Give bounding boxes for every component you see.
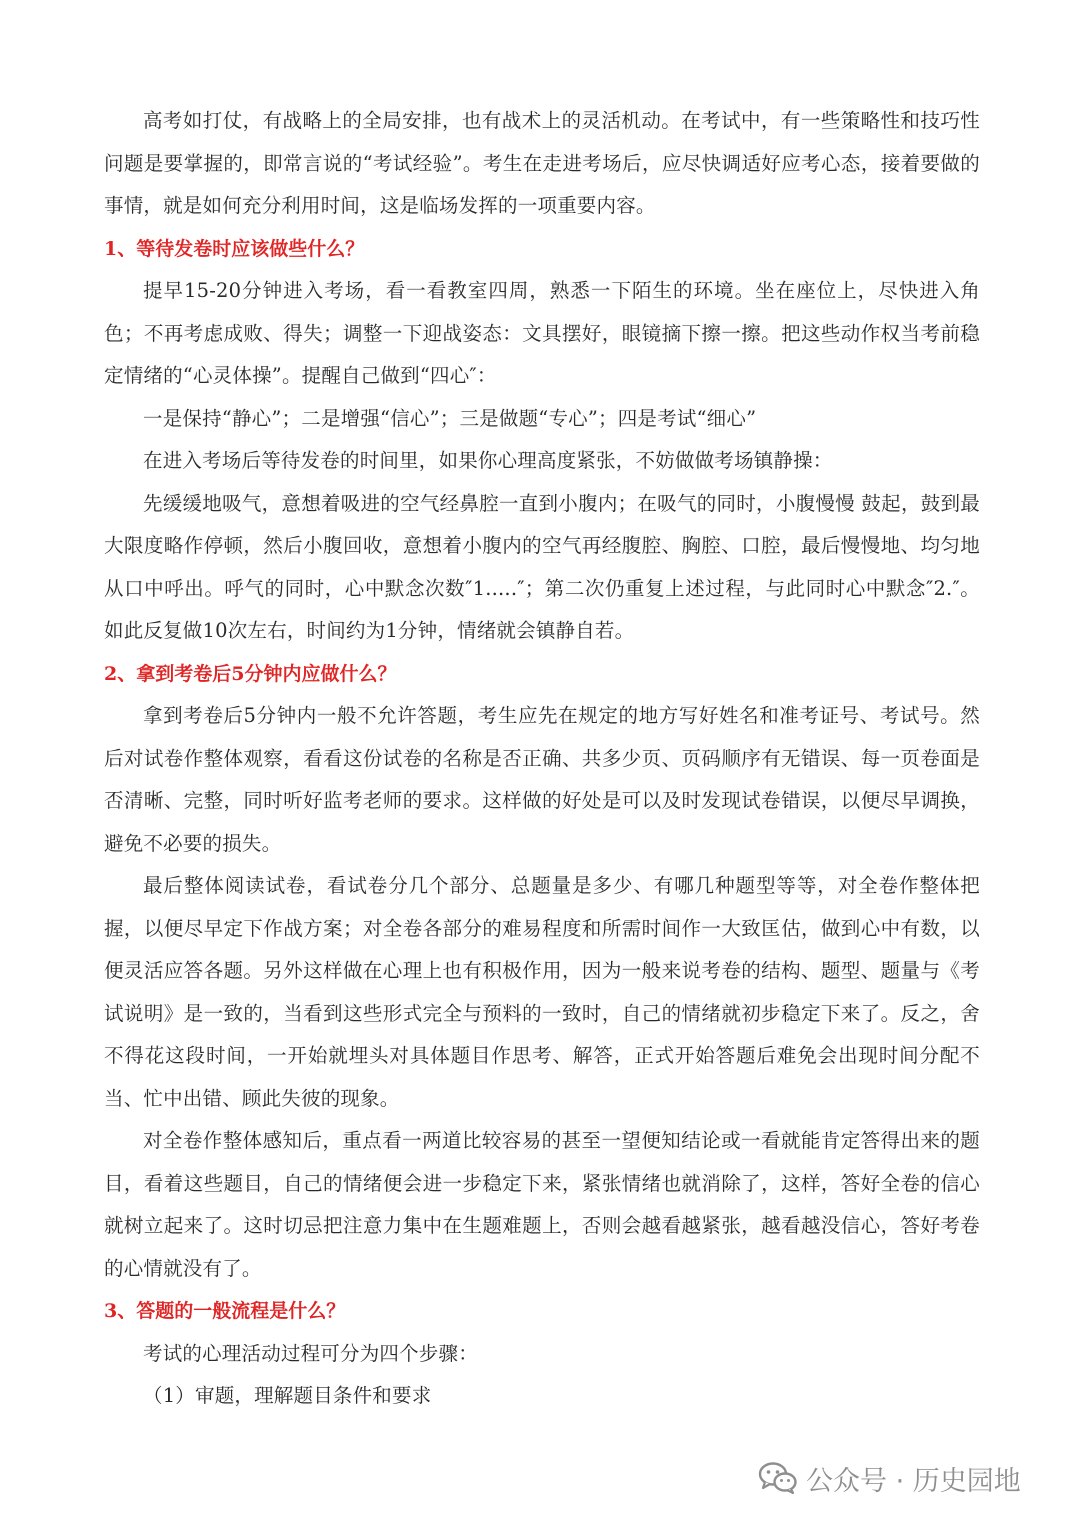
section-2-paragraph-2: 最后整体阅读试卷，看试卷分几个部分、总题量是多少、有哪几种题型等等，对全卷作整体把握，以便尽早定下作战方案；对全卷各部分的难易程度和所需时间作一大致匡估，做到心中有数，以便灵活应答各题。另外这样做在心理上也有积极作用，因为一般来说考卷的结构、题型、题量与《考试说明》是一致的，当看到这些形式完全与预料的一致时，自己的情绪就初步稳定下来了。反之，舍不得花这段时间，一开始就埋头对具体题目作思考、解答，正式开始答题后难免会出现时间分配不当、忙中出错、顾此失彼的现象。 (104, 874, 980, 1110)
section-2-paragraph-1: 拿到考卷后5分钟内一般不允许答题，考生应先在规定的地方写好姓名和准考证号、考试号。然后对试卷作整体观察，看看这份试卷的名称是否正确、共多少页、页码顺序有无错误、每一页卷面是否清晰、完整，同时听好监考老师的要求。这样做的好处是可以及时发现试卷错误，以便尽早调换，避免不必要的损失。 (104, 704, 980, 855)
intro-paragraph: 高考如打仗，有战略上的全局安排，也有战术上的灵活机动。在考试中，有一些策略性和技巧性问题是要掌握的，即常言说的“考试经验”。考生在走进考场后，应尽快调适好应考心态，接着要做的事情，就是如何充分利用时间，这是临场发挥的一项重要内容。 (104, 109, 980, 217)
section-3-paragraph-1: 考试的心理活动过程可分为四个步骤： (143, 1341, 478, 1365)
section-1-paragraph-2: 一是保持“静心”；二是增强“信心”；三是做题“专心”；四是考试“细心” (143, 406, 757, 430)
watermark (758, 1456, 1021, 1500)
section-1-paragraph-3: 在进入考场后等待发卷的时间里，如果你心理高度紧张，不妨做做考场镇静操： (143, 449, 833, 472)
watermark-text: 公众号 · 历史园地 (806, 1465, 1021, 1497)
section-3-heading: 3、答题的一般流程是什么？ (104, 1300, 346, 1322)
document-body (104, 100, 980, 1418)
section-2-paragraph-3: 对全卷作整体感知后，重点看一两道比较容易的甚至一望便知结论或一看就能肯定答得出来的题目，看着这些题目，自己的情绪便会进一步稳定下来，紧张情绪也就消除了，这样，答好全卷的信心就树立起来了。这时切忌把注意力集中在生题难题上，否则会越看越紧张，越看越没信心，答好考卷的心情就没有了。 (104, 1129, 980, 1280)
section-1-paragraph-4: 先缓缓地吸气，意想着吸进的空气经鼻腔一直到小腹内；在吸气的同时，小腹慢慢 鼓起，鼓到最大限度略作停顿，然后小腹回收，意想着小腹内的空气再经腹腔、胸腔、口腔，最后慢慢地、均匀地从口中呼出。呼气的同时，心中默念次数″1.....″；第二次仍重复上述过程，与此同时心中默念″2.″。如此反复做10次左右，时间约为1分钟，情绪就会镇静自若。 (104, 491, 980, 642)
wechat-icon (758, 1461, 798, 1495)
section-3-paragraph-2: （1）审题，理解题目条件和要求 (143, 1384, 432, 1407)
section-2-heading: 2、拿到考卷后5分钟内应做什么？ (104, 662, 397, 685)
section-1-heading: 1、等待发卷时应该做些什么？ (104, 237, 365, 260)
section-1-paragraph-1: 提早15-20分钟进入考场，看一看教室四周，熟悉一下陌生的环境。坐在座位上，尽快进入角色；不再考虑成败、得失；调整一下迎战姿态：文具摆好，眼镜摘下擦一擦。把这些动作权当考前稳定情绪的“心灵体操”。提醒自己做到“四心″： (104, 279, 980, 387)
